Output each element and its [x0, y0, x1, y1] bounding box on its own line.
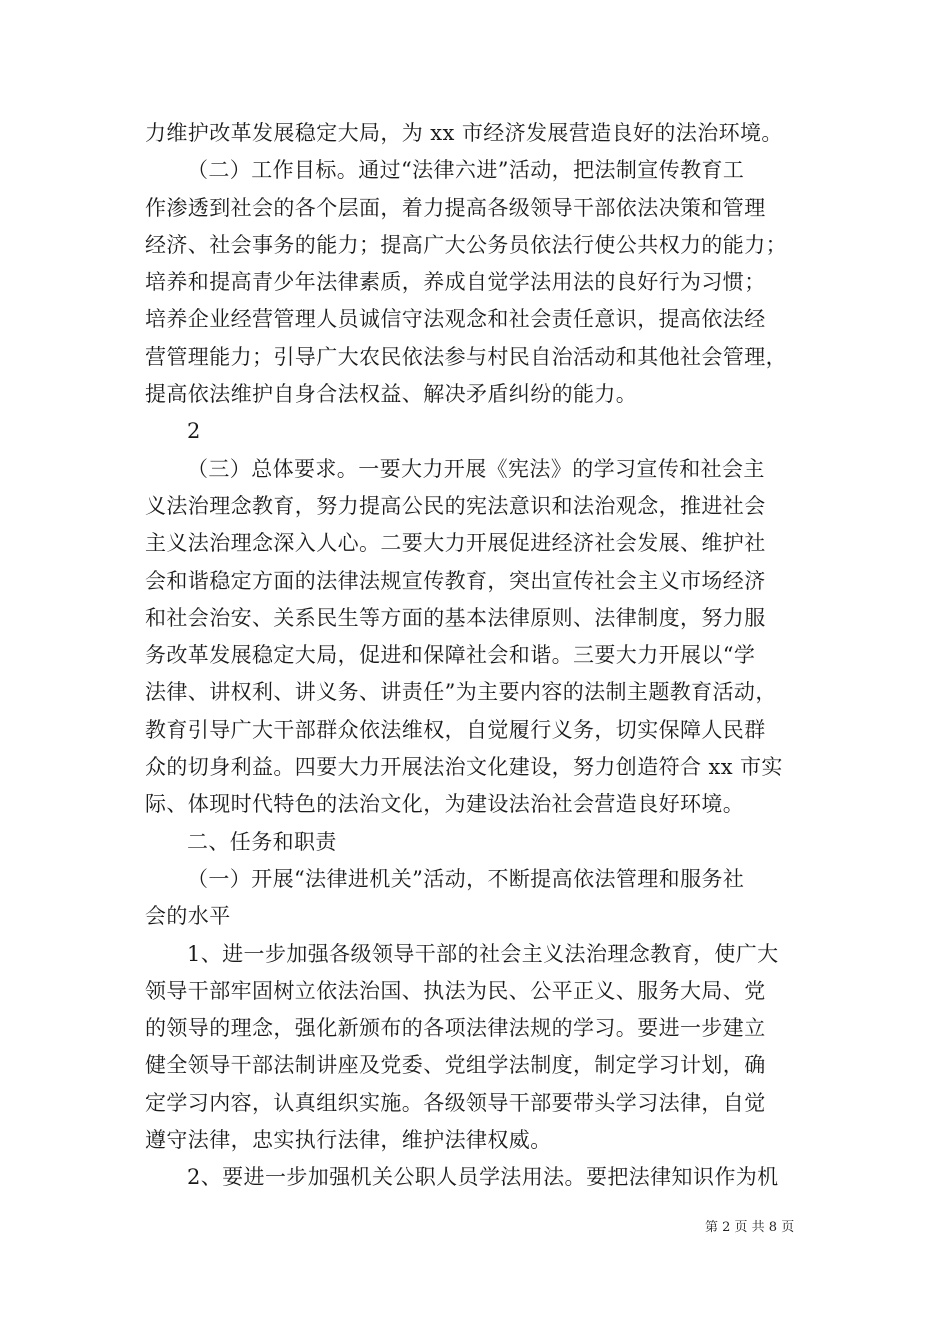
text-line: 1、进一步加强各级领导干部的社会主义法治理念教育，使广大: [187, 941, 779, 966]
text-line: 和社会治安、关系民生等方面的基本法律原则、法律制度，努力服: [145, 605, 766, 630]
text-line: （三）总体要求。一要大力开展《宪法》的学习宣传和社会主: [187, 456, 765, 481]
text-line: 会的水平: [145, 904, 231, 929]
text-line: 健全领导干部法制讲座及党委、党组学法制度，制定学习计划，确: [145, 1053, 766, 1078]
text-line: 遵守法律，忠实执行法律，维护法律权威。: [145, 1128, 552, 1153]
text-line: 会和谐稳定方面的法律法规宣传教育，突出宣传社会主义市场经济: [145, 568, 766, 593]
text-line: 的领导的理念，强化新颁布的各项法律法规的学习。要进一步建立: [145, 1016, 766, 1041]
section-heading: 二、任务和职责: [187, 829, 337, 854]
text-line: 义法治理念教育，努力提高公民的宪法意识和法治观念，推进社会: [145, 493, 766, 518]
page-footer: 第 2 页 共 8 页: [705, 1220, 795, 1235]
text-line: 定学习内容，认真组织实施。各级领导干部要带头学习法律，自觉: [145, 1090, 766, 1115]
text-line: 提高依法维护自身合法权益、解决矛盾纠纷的能力。: [145, 382, 638, 407]
text-line: 务改革发展稳定大局，促进和保障社会和谐。三要大力开展以“学: [145, 643, 756, 668]
subsection-heading: （一）开展“法律进机关”活动，不断提高依法管理和服务社: [187, 866, 745, 891]
text-line: 际、体现时代特色的法治文化，为建设法治社会营造良好环境。: [145, 792, 745, 817]
document-body: [145, 115, 815, 1197]
text-line: （二）工作目标。通过“法律六进”活动，把法制宣传教育工: [187, 158, 745, 183]
text-line: 领导干部牢固树立依法治国、执法为民、公平正义、服务大局、党: [145, 978, 766, 1003]
text-line: 力维护改革发展稳定大局，为 xx 市经济发展营造良好的法治环境。: [145, 121, 783, 145]
text-line: 法律、讲权利、讲义务、讲责任”为主要内容的法制主题教育活动，: [145, 680, 777, 705]
text-line: 教育引导广大干部群众依法维权，自觉履行义务，切实保障人民群: [145, 717, 766, 742]
text-line: 培养和提高青少年法律素质，养成自觉学法用法的良好行为习惯；: [145, 270, 766, 295]
text-line: 经济、社会事务的能力；提高广大公务员依法行使公共权力的能力；: [145, 232, 787, 257]
page-number-marker: 2: [187, 419, 201, 444]
text-line: 2、要进一步加强机关公职人员学法用法。要把法律知识作为机: [187, 1165, 779, 1190]
text-line: 主义法治理念深入人心。二要大力开展促进经济社会发展、维护社: [145, 531, 766, 556]
text-line: 培养企业经营管理人员诚信守法观念和社会责任意识，提高依法经: [145, 307, 766, 332]
text-line: 众的切身利益。四要大力开展法治文化建设，努力创造符合 xx 市实: [145, 755, 783, 780]
text-line: 营管理能力；引导广大农民依法参与村民自治活动和其他社会管理，: [145, 344, 787, 369]
text-line: 作渗透到社会的各个层面，着力提高各级领导干部依法决策和管理: [145, 195, 766, 220]
